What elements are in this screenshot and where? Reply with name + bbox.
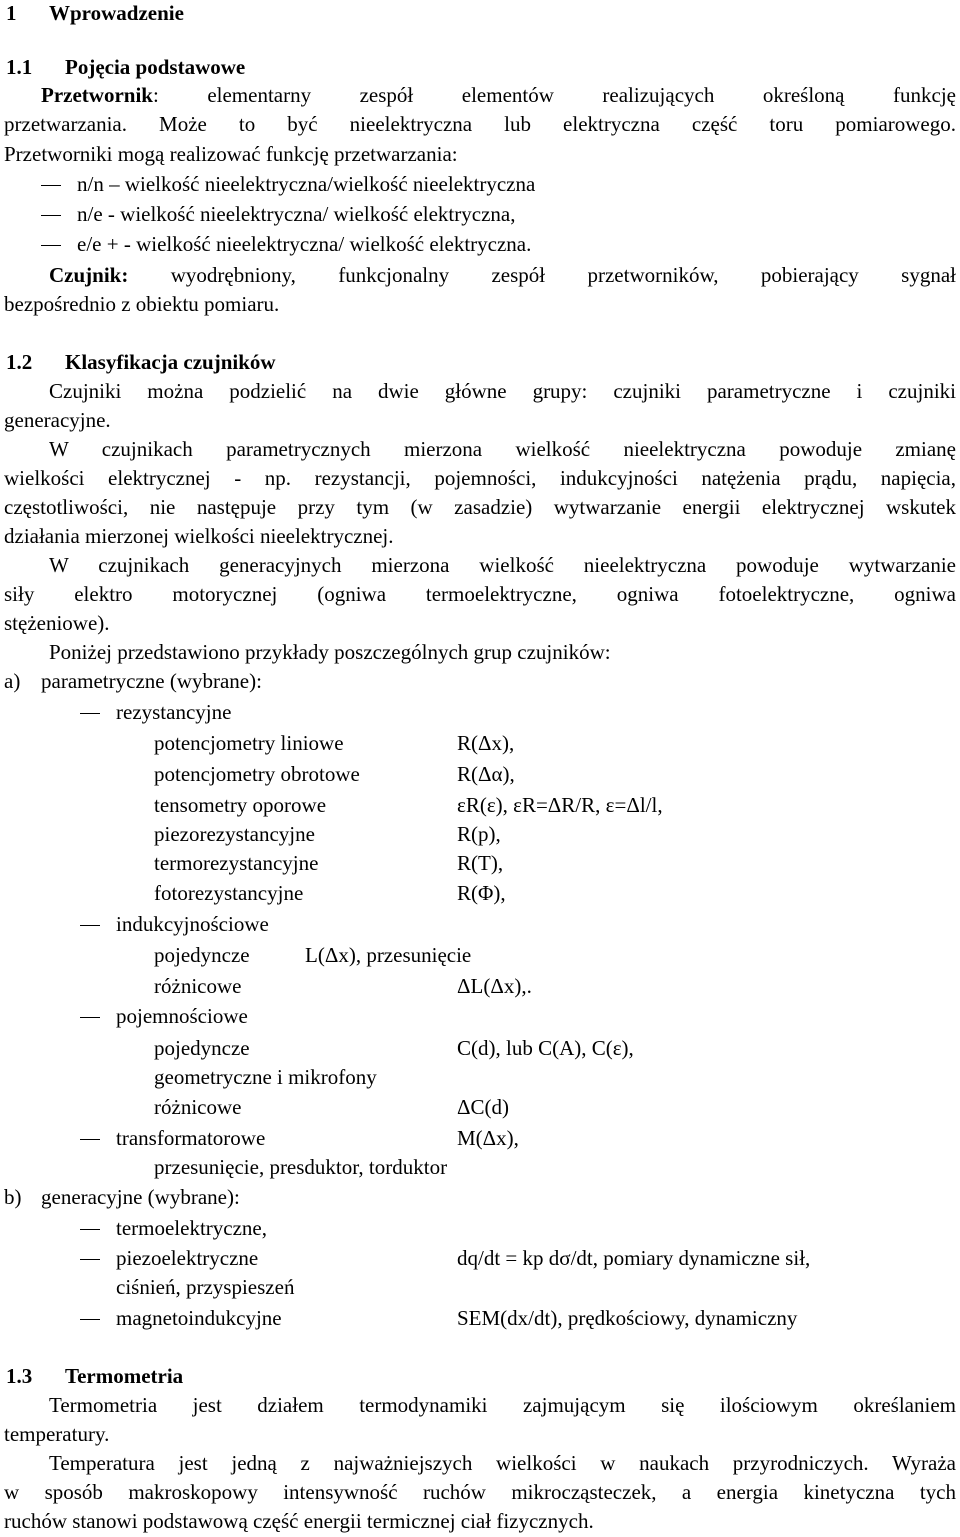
paragraph-line: Temperatura jest jedną z najważniejszych wielkości w naukach przyrodniczych. Wyraża [49,1451,956,1475]
dash-bullet-icon [80,1017,100,1018]
definition-czujnik [49,262,956,288]
list-heading: parametryczne (wybrane): [41,669,262,693]
sensor-name: różnicowe [154,1095,242,1119]
category-rezystancyjne: rezystancyjne [116,700,232,724]
list-label: b) [4,1185,22,1209]
category-pojemnosciowe: pojemnościowe [116,1004,248,1028]
dash-bullet-icon [80,713,100,714]
definition-text: : elementarny zespół elementów realizujących określoną funkcję [152,83,956,107]
list-item: n/n – wielkość nieelektryczna/wielkość nieelektryczna [77,172,536,196]
sensor-name: fotorezystancyjne [154,881,304,905]
sensor-formula: R(Δx), [457,731,515,755]
section-number: 1.3 [6,1364,33,1388]
sensor-name: tensometry oporowe [154,793,327,817]
paragraph-line: Termometria jest działem termodynamiki zajmującym się ilościowym określaniem [49,1393,956,1417]
paragraph-line: działania mierzonej wielkości nieelektrycznej. [4,524,394,548]
paragraph-line: Czujniki można podzielić na dwie główne grupy: czujniki parametryczne i czujniki [49,379,956,403]
sensor-name: potencjometry liniowe [154,731,344,755]
sensor-formula: SEM(dx/dt), prędkościowy, dynamiczny [457,1306,798,1330]
category-piezoelektryczne: piezoelektryczne [116,1246,259,1270]
sensor-name: piezorezystancyjne [154,822,315,846]
definition-text-line2: przetwarzania. Może to być nieelektryczna lub elektryczna część toru pomiarowego. [4,112,956,136]
sensor-formula: R(Φ), [457,881,506,905]
term-przetwornik: Przetwornik [41,83,153,107]
paragraph-line: częstotliwości, nie następuje przy tym (w zasadzie) wytwarzanie energii elektrycznej wskutek [4,495,956,519]
dash-bullet-icon [41,215,61,216]
sensor-formula: R(T), [457,851,504,875]
sensor-name: przesunięcie, presduktor, torduktor [154,1155,448,1179]
paragraph-line: wielkości elektrycznej - np. rezystancji, pojemności, indukcyjności natężenia prądu, napięcia, [4,466,956,490]
sensor-name: geometryczne i mikrofony [154,1065,377,1089]
sensor-formula: R(Δα), [457,762,515,786]
dash-bullet-icon [80,925,100,926]
paragraph-line: ruchów stanowi podstawową część energii termicznej ciał fizycznych. [4,1509,594,1533]
sensor-name: różnicowe [154,974,242,998]
paragraph-line: w sposób makroskopowy intensywność ruchów mikrocząsteczek, a energia kinetyczna tych [4,1480,956,1504]
dash-bullet-icon [80,1259,100,1260]
section-title: Klasyfikacja czujników [65,350,276,374]
section-number: 1 [6,1,17,25]
sensor-formula: ΔL(Δx),. [457,974,532,998]
paragraph-line: Poniżej przedstawiono przykłady poszczególnych grup czujników: [49,640,611,664]
category-magnetoindukcyjne: magnetoindukcyjne [116,1306,282,1330]
section-number: 1.2 [6,350,33,374]
sensor-formula: L(Δx), przesunięcie [305,943,472,967]
dash-bullet-icon [80,1319,100,1320]
definition-text: wyodrębniony, funkcjonalny zespół przetworników, pobierający sygnał [170,263,956,287]
paragraph-line: W czujnikach parametrycznych mierzona wielkość nieelektryczna powoduje zmianę [49,437,956,461]
list-item: e/e + - wielkość nieelektryczna/ wielkość elektryczna. [77,232,532,256]
sensor-formula: ΔC(d) [457,1095,509,1119]
dash-bullet-icon [41,185,61,186]
sensor-name: ciśnień, przyspieszeń [116,1275,295,1299]
section-title: Wprowadzenie [49,1,184,25]
sensor-name: potencjometry obrotowe [154,762,360,786]
definition-text-line2: bezpośrednio z obiektu pomiaru. [4,292,280,316]
sensor-formula: dq/dt = kp dσ/dt, pomiary dynamiczne sił, [457,1246,811,1270]
intro-text: Przetworniki mogą realizować funkcję przetwarzania: [4,142,458,166]
sensor-formula: εR(ε), εR=ΔR/R, ε=Δl/l, [457,793,663,817]
category-transformatorowe: transformatorowe [116,1126,266,1150]
paragraph-line: stężeniowe). [4,611,110,635]
definition-przetwornik [41,82,956,108]
section-title: Pojęcia podstawowe [65,55,246,79]
sensor-name: pojedyncze [154,943,250,967]
dash-bullet-icon [80,1229,100,1230]
list-label: a) [4,669,21,693]
sensor-formula: C(d), lub C(A), C(ε), [457,1036,634,1060]
dash-bullet-icon [41,245,61,246]
paragraph-line: temperatury. [4,1422,110,1446]
sensor-formula: M(Δx), [457,1126,519,1150]
sensor-name: pojedyncze [154,1036,250,1060]
dash-bullet-icon [80,1139,100,1140]
category-indukcyjnosciowe: indukcyjnościowe [116,912,269,936]
paragraph-line: generacyjne. [4,408,111,432]
section-title: Termometria [65,1364,184,1388]
category-termoelektryczne: termoelektryczne, [116,1216,267,1240]
section-number: 1.1 [6,55,33,79]
list-item: n/e - wielkość nieelektryczna/ wielkość elektryczna, [77,202,516,226]
list-heading: generacyjne (wybrane): [41,1185,240,1209]
paragraph-line: siły elektro motorycznej (ogniwa termoelektryczne, ogniwa fotoelektryczne, ogniwa [4,582,956,606]
paragraph-line: W czujnikach generacyjnych mierzona wielkość nieelektryczna powoduje wytwarzanie [49,553,956,577]
sensor-name: termorezystancyjne [154,851,319,875]
sensor-formula: R(p), [457,822,501,846]
term-czujnik: Czujnik: [49,263,129,287]
